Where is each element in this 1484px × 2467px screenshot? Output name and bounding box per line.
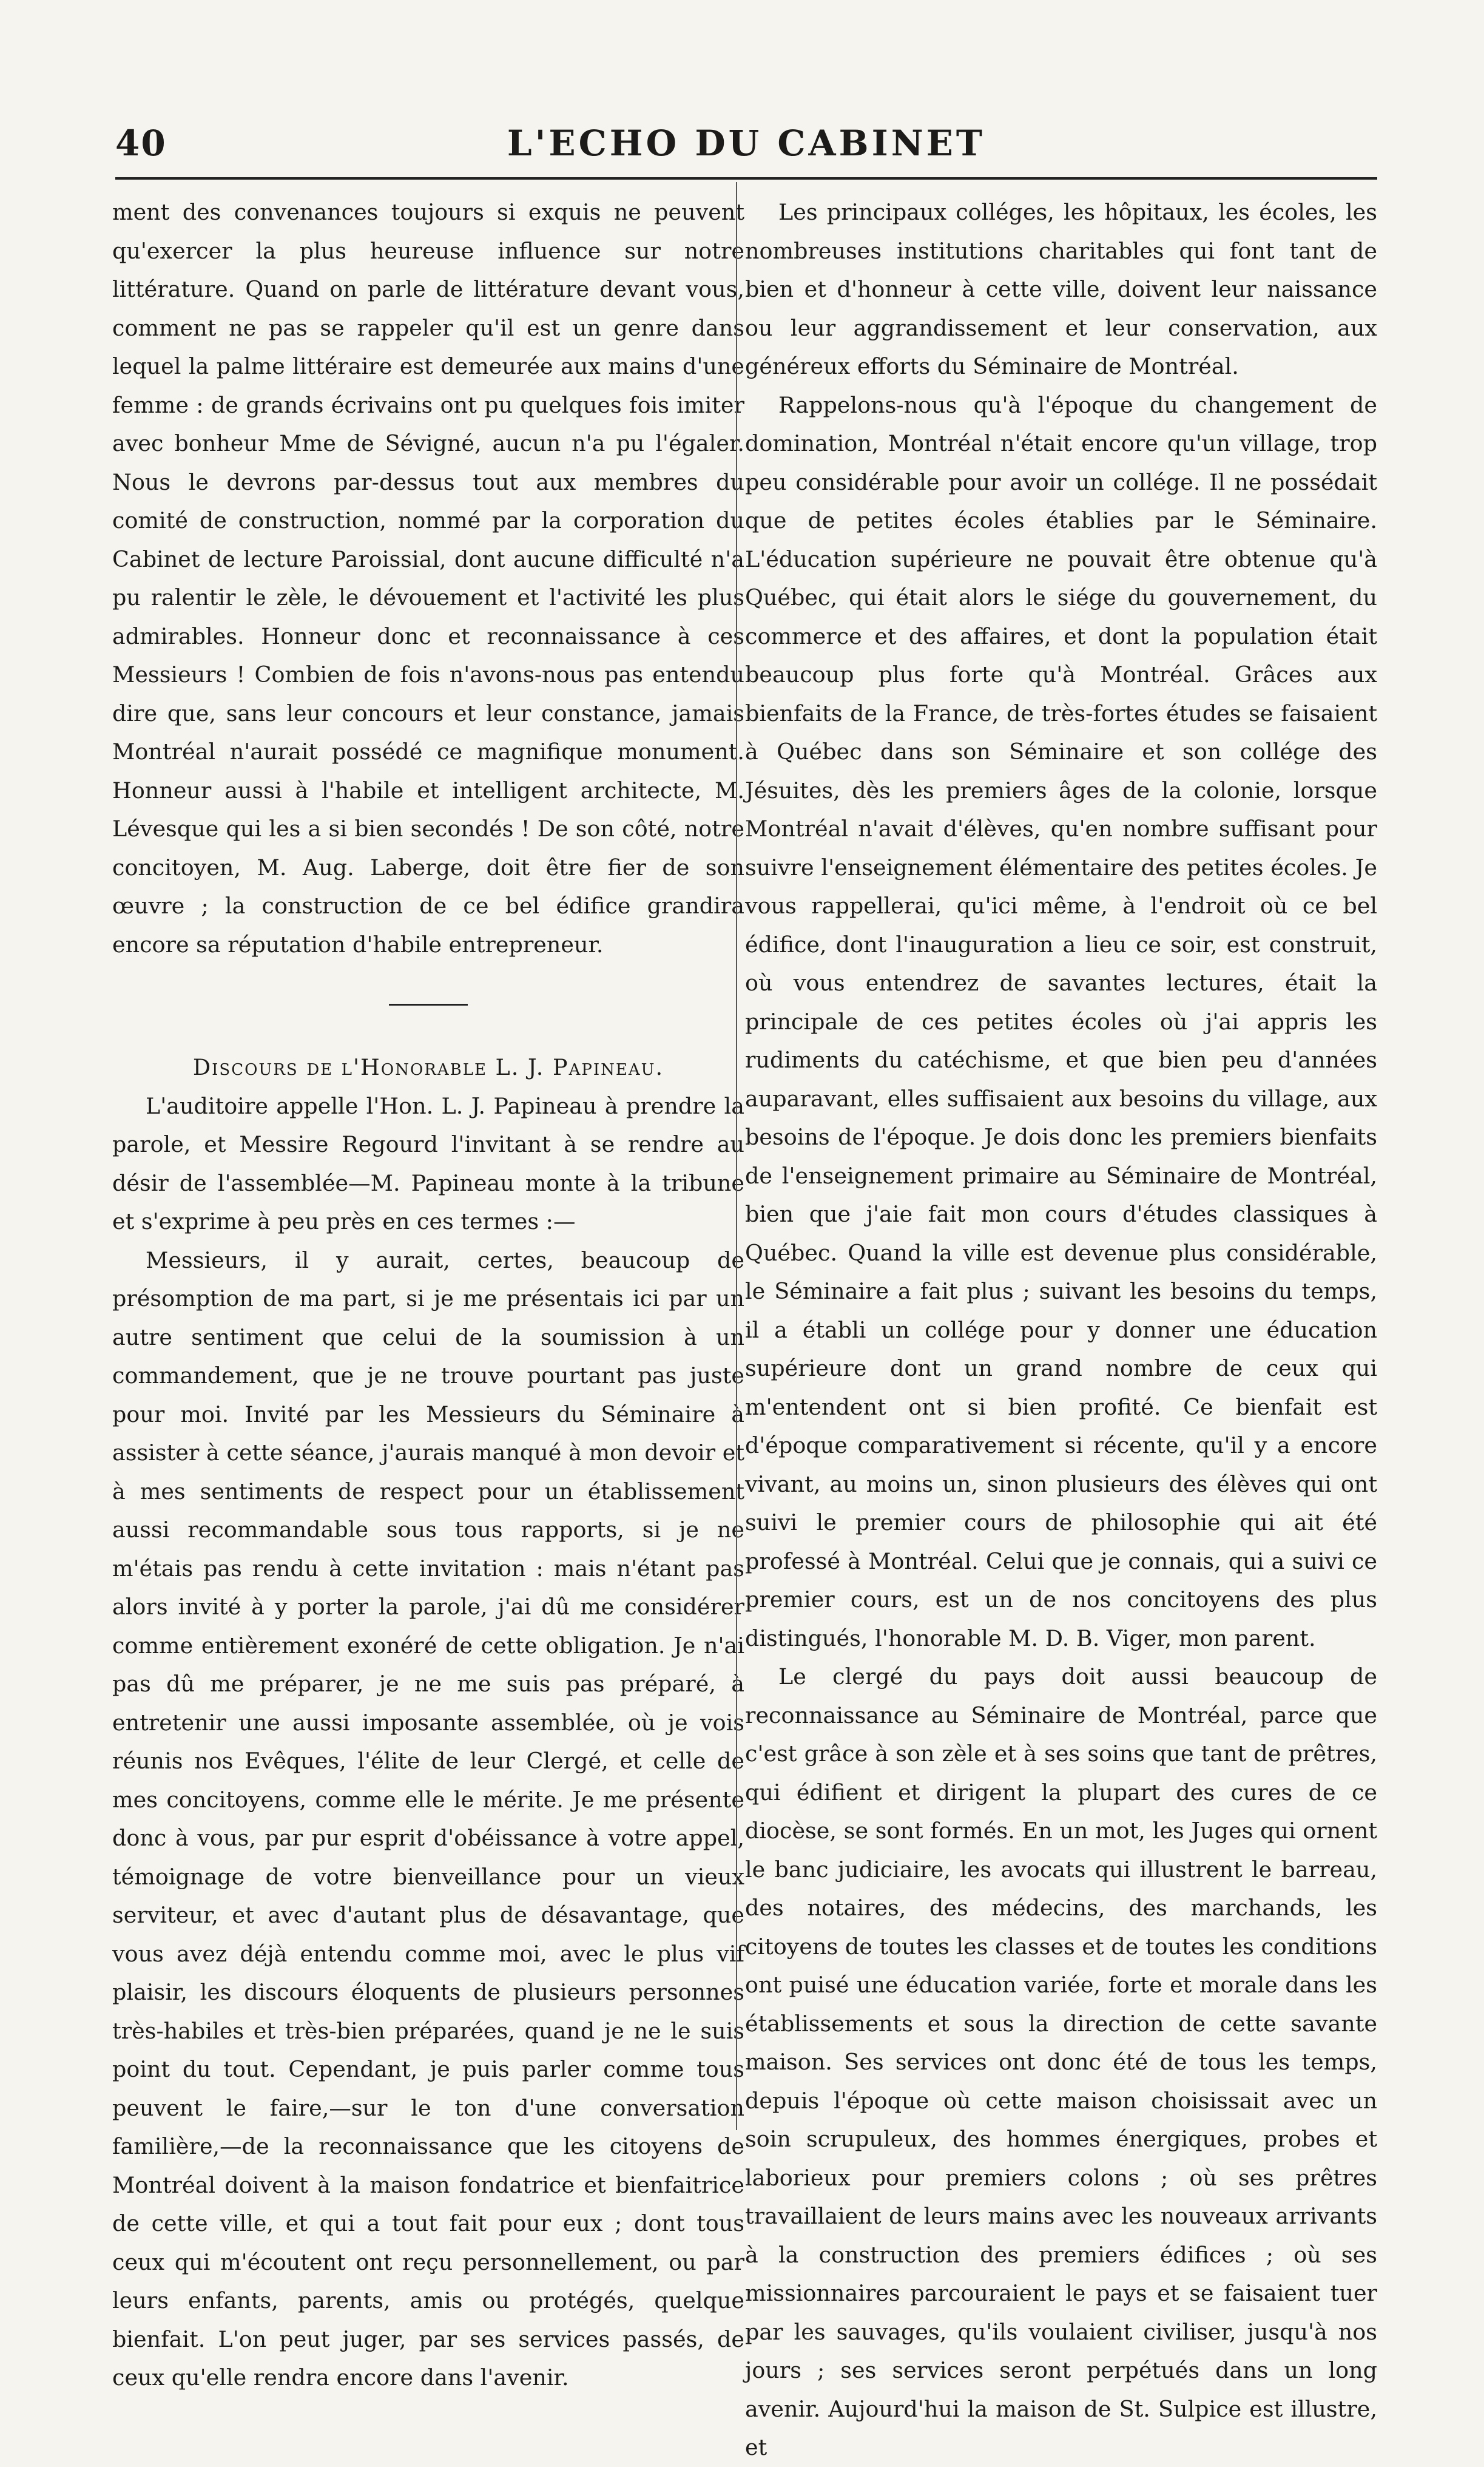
speech-paragraph-3: Rappelons-nous qu'à l'époque du changement de domination, Montréal n'était encore qu'un village, trop peu considérable pour avoir un collége. Il ne possédait que de petites écoles établies par le Séminaire. L'éducation supérieure ne pouvait être obtenue qu'à Québec, qui était alors le siége du gouvernement, du commerce et des affaires, et dont la population était beaucoup plus forte qu'à Montréal. Grâces aux bienfaits de la France, de très-fortes études se faisaient à Québec dans son Séminaire et son collége des Jésuites, dès les premiers âges de la colonie, lorsque Montréal n'avait d'élèves, qu'en nombre suffisant pour suivre l'enseignement élémentaire des petites écoles. Je vous rappellerai, qu'ici même, à l'endroit où ce bel édifice, dont l'inauguration a lieu ce soir, est construit, où vous entendrez de savantes lectures, était la principale de ces petites écoles où j'ai appris les rudiments du catéchisme, et que bien peu d'années auparavant, elles suffisaient aux besoins du village, aux besoins de l'époque. Je dois donc les premiers bienfaits de l'enseignement primaire au Séminaire de Montréal, bien que j'aie fait mon cours d'études classiques à Québec. Quand la ville est devenue plus considérable, le Séminaire a fait plus ; suivant les besoins du temps, il a établi un collége pour y donner une éducation supérieure dont un grand nombre de ceux qui m'entendent ont si bien profité. Ce bienfait est d'époque comparativement si récente, qu'il y a encore vivant, au moins un, sinon plusieurs des élèves qui ont suivi le premier cours de philosophie qui ait été professé à Montréal. Celui que je connais, qui a suivi ce premier cours, est un de nos concitoyens des plus distingués, l'honorable M. D. B. Viger, mon parent. bbox=[745, 391, 1377, 1651]
section-divider bbox=[389, 1004, 468, 1006]
intro-paragraph: L'auditoire appelle l'Hon. L. J. Papineau à prendre la parole, et Messire Regourd l'invitant à se rendre au désir de l'assemblée—M. Papineau monte à la tribune et s'exprime à peu près en ces termes :— bbox=[112, 1092, 744, 1234]
right-column bbox=[745, 193, 1377, 2467]
continuation-paragraph: ment des convenances toujours si exquis ne peuvent qu'exercer la plus heureuse influence sur notre littérature. Quand on parle de littérature devant vous, comment ne pas se rappeler qu'il est un genre dans lequel la palme littéraire est demeurée aux mains d'une femme : de grands écrivains ont pu quelques fois imiter avec bonheur Mme de Sévigné, aucun n'a pu l'égaler. Nous le devrons par-dessus tout aux membres du comité de construction, nommé par la corporation du Cabinet de lecture Paroissial, dont aucune difficulté n'a pu ralentir le zèle, le dévouement et l'activité les plus admirables. Honneur donc et reconnaissance à ces Messieurs ! Combien de fois n'avons-nous pas entendu dire que, sans leur concours et leur constance, jamais Montréal n'aurait possédé ce magnifique monument. Honneur aussi à l'habile et intelligent architecte, M. Lévesque qui les a si bien secondés ! De son côté, notre concitoyen, M. Aug. Laberge, doit être fier de son œuvre ; la construction de ce bel édifice grandira encore sa réputation d'habile entrepreneur. bbox=[112, 199, 744, 958]
header-rule bbox=[115, 177, 1377, 180]
speech-paragraph-4: Le clergé du pays doit aussi beaucoup de reconnaissance au Séminaire de Montréal, parce que c'est grâce à son zèle et à ses soins que tant de prêtres, qui édifient et dirigent la plupart des cures de ce diocèse, se sont formés. En un mot, les Juges qui ornent le banc judiciaire, les avocats qui illustrent le barreau, des notaires, des médecins, des marchands, les citoyens de toutes les classes et de toutes les conditions ont puisé une éducation variée, forte et morale dans les établissements et sous la direction de cette savante maison. Ses services ont donc été de tous les temps, depuis l'époque où cette maison choisissait avec un soin scrupuleux, des hommes énergiques, probes et laborieux pour premiers colons ; où ses prêtres travaillaient de leurs mains avec les nouveaux arrivants à la construction des premiers édifices ; où ses missionnaires parcouraient le pays et se faisaient tuer par les sauvages, qu'ils voulaient civiliser, jusqu'à nos jours ; ses services seront perpétués dans un long avenir. Aujourd'hui la maison de St. Sulpice est illustre, et bbox=[745, 1663, 1377, 2460]
section-heading: Discours de l'Honorable L. J. Papineau. bbox=[192, 1054, 664, 1080]
journal-title: L'ECHO DU CABINET bbox=[507, 123, 986, 164]
column-divider bbox=[736, 182, 737, 2130]
page-number: 40 bbox=[115, 123, 167, 164]
left-column bbox=[112, 193, 744, 2397]
speech-paragraph-2: Les principaux colléges, les hôpitaux, les écoles, les nombreuses institutions charitables qui font tant de bien et d'honneur à cette ville, doivent leur naissance ou leur aggrandissement et leur conservation, aux généreux efforts du Séminaire de Montréal. bbox=[745, 199, 1377, 379]
running-head bbox=[115, 109, 1377, 164]
speech-paragraph: Messieurs, il y aurait, certes, beaucoup de présomption de ma part, si je me présentais ici par un autre sentiment que celui de la soumission à un commandement, que je ne trouve pourtant pas juste pour moi. Invité par les Messieurs du Séminaire à assister à cette séance, j'aurais manqué à mon devoir et à mes sentiments de respect pour un établissement aussi recommandable sous tous rapports, si je ne m'étais pas rendu à cette invitation : mais n'étant pas alors invité à y porter la parole, j'ai dû me considérer comme entièrement exonéré de cette obligation. Je n'ai pas dû me préparer, je ne me suis pas préparé, à entretenir une aussi imposante assemblée, où je vois réunis nos Evêques, l'élite de leur Clergé, et celle de mes concitoyens, comme elle le mérite. Je me présente donc à vous, par pur esprit d'obéissance à votre appel, témoignage de votre bienveillance pour un vieux serviteur, et avec d'autant plus de désavantage, que vous avez déjà entendu comme moi, avec le plus vif plaisir, les discours éloquents de plusieurs personnes très-habiles et très-bien préparées, quand je ne le suis point du tout. Cependant, je puis parler comme tous peuvent le faire,—sur le ton d'une conversation familière,—de la reconnaissance que les citoyens de Montréal doivent à la maison fondatrice et bienfaitrice de cette ville, et qui a tout fait pour eux ; dont tous ceux qui m'écoutent ont reçu personnellement, ou par leurs enfants, parents, amis ou protégés, quelque bienfait. L'on peut juger, par ses services passés, de ceux qu'elle rendra encore dans l'avenir. bbox=[112, 1247, 744, 2391]
